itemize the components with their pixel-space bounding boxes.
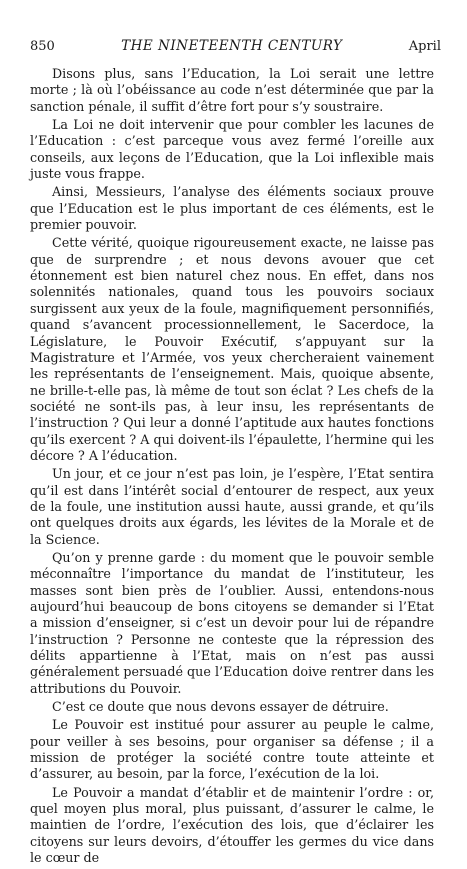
paragraph: Ainsi, Messieurs, l’analyse des éléments sociaux prouve que l’Education est le plus important de ces éléments, est le premier pouvoir.: [30, 184, 434, 233]
issue-month: April: [408, 39, 441, 54]
paragraph: C’est ce doute que nous devons essayer de détruire.: [52, 699, 389, 715]
paragraph: Le Pouvoir a mandat d’établir et de maintenir l’ordre : or, quel moyen plus moral, plus puissant, d’assurer le calme, le maintien de l’ordre, l’exécution des lois, que d’éclairer les citoyens sur leurs devoirs, d’étouffer les germes du vice dans le cœur de: [30, 784, 434, 866]
body-text: [30, 66, 434, 869]
page-number: 850: [30, 39, 55, 54]
paragraph: La Loi ne doit intervenir que pour combler les lacunes de l’Education : c’est parceque vous avez fermé l’oreille aux conseils, aux leçons de l’Education, que la Loi inflexible mais juste vous frappe.: [30, 117, 434, 182]
paragraph: Cette vérité, quoique rigoureusement exacte, ne laisse pas que de surprendre ; et nous devons avouer que cet étonnement est bien naturel chez nous. En effet, dans nos solennités nationales, quand tous les pouvoirs sociaux surgissent aux yeux de la foule, magnifiquement personnifiés, quand s’avancent processionnellement, le Sacerdoce, la Législature, le Pouvoir Exécutif, s’appuyant sur la Magistrature et l’Armée, vos yeux chercheraient vainement les représentants de l’enseignement. Mais, quoique absente, ne brille-t-elle pas, là même de tout son éclat ? Les chefs de la société ne sont-ils pas, à leur insu, les représentants de l’instruction ? Qui leur a donné l’aptitude aux hautes fonctions qu’ils exercent ? A qui doivent-ils l’épaulette, l’hermine qui les décore ? A l’éducation.: [30, 235, 434, 463]
paragraph: Le Pouvoir est institué pour assurer au peuple le calme, pour veiller à ses besoins, pour organiser sa défense ; il a mission de protéger la société contre toute atteinte et d’assurer, au besoin, par la force, l’exécution de la loi.: [30, 717, 434, 782]
journal-title: THE NINETEENTH CENTURY: [121, 38, 343, 54]
paragraph: Un jour, et ce jour n’est pas loin, je l’espère, l’Etat sentira qu’il est dans l’intérêt social d’entourer de respect, aux yeux de la foule, une institution aussi haute, aussi grande, et qu’ils ont quelques droits aux égards, les lévites de la Morale et de la Science.: [30, 466, 434, 547]
paragraph: Qu’on y prenne garde : du moment que le pouvoir semble méconnaître l’importance du mandat de l’instituteur, les masses sont bien près de l’oublier. Aussi, entendons-nous aujourd’hui beaucoup de bons citoyens se demander si l’Etat a mission d’enseigner, si c’est un devoir pour lui de répandre l’instruction ? Personne ne conteste que la répression des délits appartienne à l’Etat, mais on n’est pas aussi généralement persuadé que l’Education doive rentrer dans les attributions du Pouvoir.: [30, 549, 434, 696]
paragraph: Disons plus, sans l’Education, la Loi serait une lettre morte ; là où l’obéissance au code n’est déterminée que par la sanction pénale, il suffit d’être fort pour s’y soustraire.: [30, 66, 434, 114]
running-header: [30, 38, 441, 54]
